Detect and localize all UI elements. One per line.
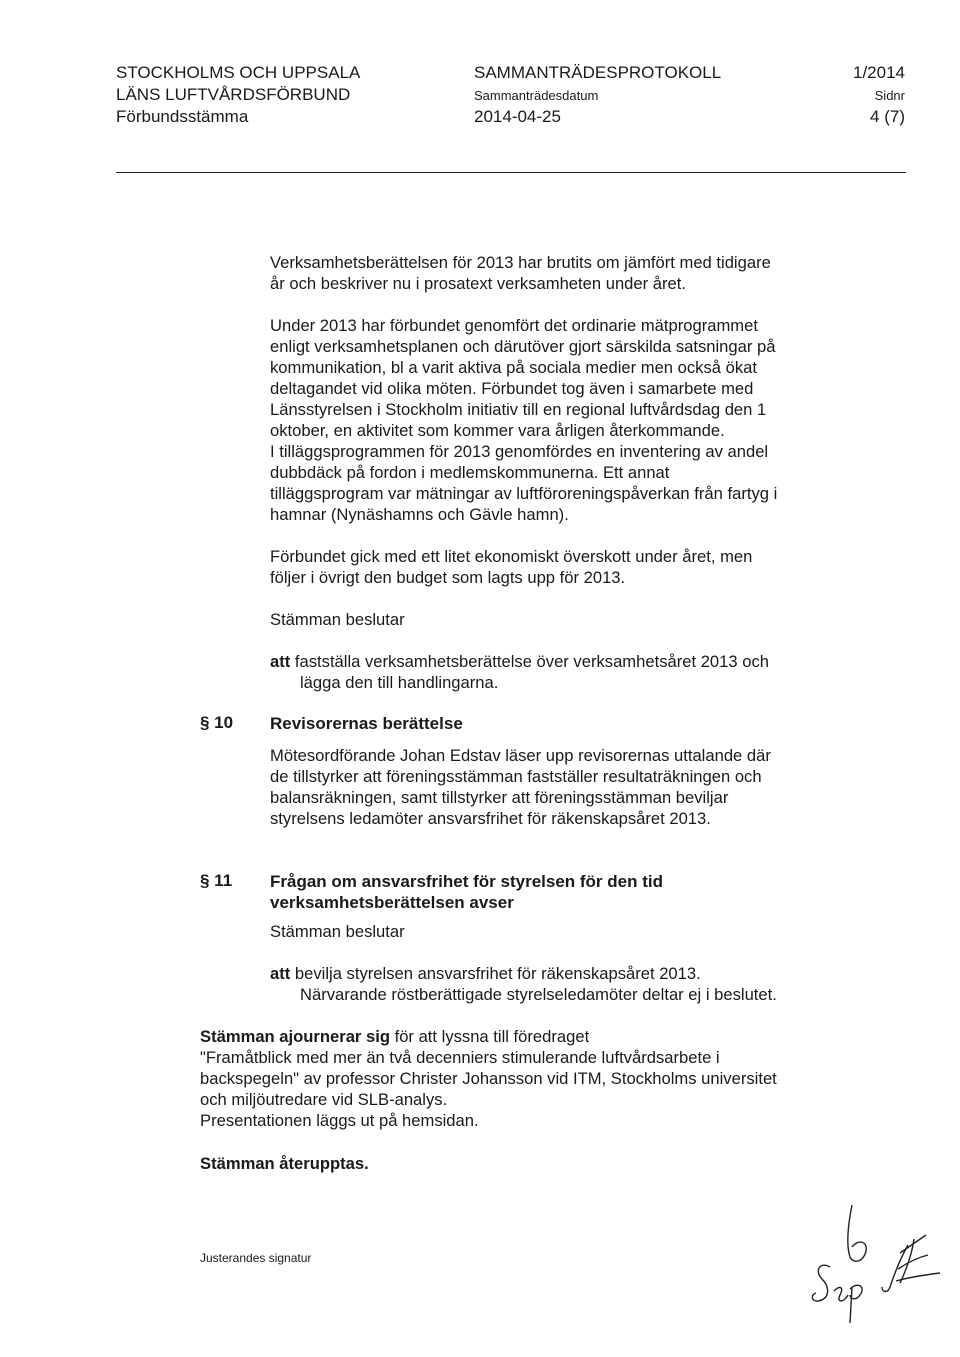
decision-att-clause xyxy=(270,651,769,693)
decision-heading: Stämman beslutar xyxy=(270,610,405,629)
activities-line: Länsstyrelsen i Stockholm initiativ till en regional luftvårdsdag den 1 xyxy=(270,400,767,419)
att-keyword: att xyxy=(270,964,291,983)
activities-line: kommunikation, bl a varit aktiva på sociala medier men också ökat xyxy=(270,358,757,377)
adjourn-paragraph xyxy=(200,1026,777,1131)
activities-line: deltagandet vid olika möten. Förbundet tog även i samarbete med xyxy=(270,379,754,398)
intro-line: år och beskriver nu i prosatext verksamheten under året. xyxy=(270,274,686,293)
handwritten-initials xyxy=(800,1195,950,1330)
decision-text: bevilja styrelsen ansvarsfrihet för räkenskapsåret 2013. xyxy=(294,964,701,983)
section-10-line: Mötesordförande Johan Edstav läser upp revisorernas uttalande där xyxy=(270,746,771,765)
activities-line: tilläggsprogram var mätningar av luftföroreningspåverkan från fartyg i xyxy=(270,484,778,503)
section-10-line: de tillstyrker att föreningsstämman fastställer resultaträkningen och xyxy=(270,767,762,786)
activities-line: dubbdäck på fordon i medlemskommunerna. Ett annat xyxy=(270,463,670,482)
section-number-11: § 11 xyxy=(200,871,233,890)
section-10-line: styrelsens ledamöter ansvarsfrihet för räkenskapsåret 2013. xyxy=(270,809,711,828)
section-10-title: Revisorernas berättelse xyxy=(270,714,463,733)
resume-statement: Stämman återupptas. xyxy=(200,1154,369,1173)
intro-line: Verksamhetsberättelsen för 2013 har brutits om jämfört med tidigare xyxy=(270,253,771,272)
header-divider xyxy=(116,172,906,173)
section-10-line: balansräkningen, samt tillstyrker att föreningsstämman beviljar xyxy=(270,788,729,807)
att-keyword: att xyxy=(270,652,291,671)
activities-line: oktober, en aktivitet som kommer vara årligen återkommande. xyxy=(270,421,725,440)
meeting-date: 2014-04-25 xyxy=(474,107,561,126)
budget-line: Förbundet gick med ett litet ekonomiskt överskott under året, men xyxy=(270,547,753,566)
date-label: Sammanträdesdatum xyxy=(474,88,599,103)
decision-heading: Stämman beslutar xyxy=(270,922,405,941)
adjourn-line: Presentationen läggs ut på hemsidan. xyxy=(200,1111,479,1130)
adjourn-line: "Framåtblick med mer än två decenniers stimulerande luftvårdsarbete i xyxy=(200,1048,720,1067)
activities-line: I tilläggsprogrammen för 2013 genomfördes en inventering av andel xyxy=(270,442,769,461)
decision-text-cont: lägga den till handlingarna. xyxy=(300,673,499,692)
section-number-10: § 10 xyxy=(200,713,234,732)
signature-label: Justerandes signatur xyxy=(200,1251,312,1265)
adjourn-line: backspegeln" av professor Christer Johansson vid ITM, Stockholms universitet xyxy=(200,1069,777,1088)
section-11-title-line: Frågan om ansvarsfrihet för styrelsen för den tid xyxy=(270,872,663,891)
budget-line: följer i övrigt den budget som lagts upp för 2013. xyxy=(270,568,626,587)
protocol-number: 1/2014 xyxy=(853,63,905,82)
budget-paragraph xyxy=(270,546,752,588)
section-10-body xyxy=(270,745,771,829)
adjourn-lead-rest: för att lyssna till föredraget xyxy=(389,1027,590,1046)
page-number: 4 (7) xyxy=(870,107,905,126)
activities-paragraph xyxy=(270,315,777,525)
section-11-title-line: verksamhetsberättelsen avser xyxy=(270,893,514,912)
org-name-line2: LÄNS LUFTVÅRDSFÖRBUND xyxy=(116,85,351,104)
org-name-line1: STOCKHOLMS OCH UPPSALA xyxy=(116,63,361,82)
decision-text-cont: Närvarande röstberättigade styrelseledamöter deltar ej i beslutet. xyxy=(300,985,777,1004)
org-body-name: Förbundsstämma xyxy=(116,107,249,126)
activities-line: hamnar (Nynäshamns och Gävle hamn). xyxy=(270,505,569,524)
decision-text: fastställa verksamhetsberättelse över verksamhetsåret 2013 och xyxy=(294,652,769,671)
page-label: Sidnr xyxy=(874,88,905,103)
section-11-title xyxy=(270,871,663,913)
activities-line: enligt verksamhetsplanen och därutöver gjort särskilda satsningar på xyxy=(270,337,776,356)
document-type: SAMMANTRÄDESPROTOKOLL xyxy=(474,63,722,82)
intro-paragraph xyxy=(270,252,771,294)
decision-att-clause xyxy=(270,963,777,1005)
adjourn-lead: Stämman ajournerar sig xyxy=(200,1027,390,1046)
adjourn-line: och miljöutredare vid SLB-analys. xyxy=(200,1090,448,1109)
activities-line: Under 2013 har förbundet genomfört det ordinarie mätprogrammet xyxy=(270,316,758,335)
